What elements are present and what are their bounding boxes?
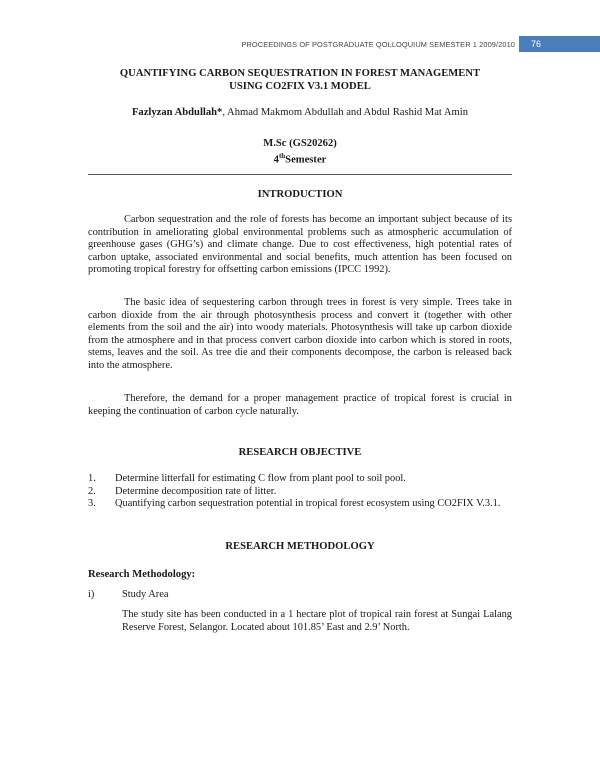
study-area-number: i) (88, 589, 95, 600)
author-line (88, 107, 512, 118)
semester-number: 4 (273, 154, 279, 166)
list-item-number: 3. (88, 498, 96, 510)
research-objective-heading: RESEARCH OBJECTIVE (238, 447, 362, 458)
list-item-text: Determine decomposition rate of litter. (115, 485, 277, 497)
list-item-text: Quantifying carbon sequestration potential in tropical forest ecosystem using CO2FIX V.3.1. (115, 498, 501, 510)
title-line-1: QUANTIFYING CARBON SEQUESTRATION IN FOREST MANAGEMENT (119, 68, 481, 79)
list-item-number: 1. (88, 473, 96, 484)
list-item (88, 498, 512, 511)
page-number-badge: 76 (519, 36, 600, 52)
intro-paragraph-2: The basic idea of sequestering carbon through trees in forest is very simple. Trees take in carbon dioxide from the air through photosynthesis process and convert it (together with other elements from the soil and the air) into woody materials. Photosynthesis will take up carbon dioxide from the atmosphere and in that process convert carbon dioxide into carbon which is stored in roots, stems, leaves and the soil. As tree die and their components decompose, the carbon is released back into the atmosphere. (88, 297, 512, 371)
coauthors: , Ahmad Makmom Abdullah and Abdul Rashid Mat Amin (222, 107, 469, 118)
degree-code: M.Sc (GS20262) (263, 138, 337, 149)
objective-list (88, 473, 512, 511)
intro-paragraph-3: Therefore, the demand for a proper management practice of tropical forest is crucial in keeping the continuation of carbon cycle naturally. (88, 393, 512, 417)
research-methodology-heading: RESEARCH METHODOLOGY (225, 541, 375, 552)
list-item (88, 486, 512, 499)
header-divider (88, 174, 512, 175)
semester-line (88, 150, 512, 167)
study-area-title: Study Area (122, 589, 169, 600)
title-line-2: USING CO2FIX V3.1 MODEL (229, 81, 371, 92)
semester-suffix: th (278, 152, 286, 160)
list-item-text: Determine litterfall for estimating C flow from plant pool to soil pool. (115, 473, 406, 484)
intro-paragraph-1: Carbon sequestration and the role of forests has become an important subject because of its contribution in ameliorating global environmental problems such as atmospheric accumulation of greenhouse gases (GHG’s) and climate change. Due to cost effectiveness, high potential rates of carbon uptake, associated environmental and social benefits, much attention has been focused on promoting tropical forestry for offsetting carbon emissions (IPCC 1992). (88, 214, 512, 276)
study-area-item (88, 589, 168, 600)
list-item-number: 2. (88, 485, 96, 497)
introduction-heading: INTRODUCTION (257, 189, 343, 200)
list-item (88, 473, 512, 486)
semester-word: Semester (285, 154, 327, 166)
methodology-subheading: Research Methodology: (88, 569, 196, 580)
study-area-paragraph: The study site has been conducted in a 1 hectare plot of tropical rain forest at Sungai Lalang Reserve Forest, Selangor. Located about 101.85’ East and 2.9’ North. (122, 609, 512, 633)
running-header: PROCEEDINGS OF POSTGRADUATE QOLLOQUIUM SEMESTER 1 2009/2010 (241, 40, 515, 49)
lead-author: Fazlyzan Abdullah* (131, 107, 223, 118)
paper-title (88, 67, 512, 93)
degree-block (88, 137, 512, 167)
